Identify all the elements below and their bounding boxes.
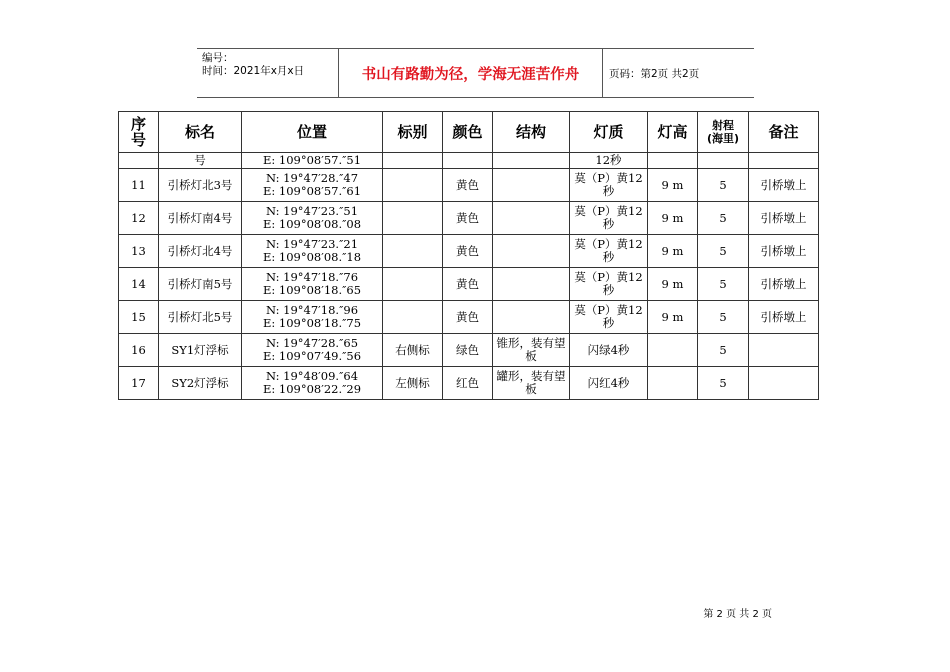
coordinate-n: N: 19°47′18.″76 [265, 270, 359, 284]
row-color: 黄色 [443, 169, 493, 202]
header-info [197, 49, 339, 97]
number-label: 编号： [202, 52, 234, 64]
row-light: 莫（P）黄12秒 [570, 301, 648, 334]
row-no: 11 [119, 169, 159, 202]
coordinate-e: E: 109°08′57.″61 [262, 184, 362, 198]
table-header-row [119, 112, 819, 153]
coordinate-n: N: 19°47′28.″65 [265, 336, 359, 350]
row-light: 闪红4秒 [570, 367, 648, 400]
coordinate-e: E: 109°08′08.″08 [262, 217, 362, 231]
row-name: 引桥灯北3号 [159, 169, 242, 202]
header-light: 灯质 [570, 112, 648, 153]
row-structure: 罐形，装有望板 [493, 367, 570, 400]
row-light: 莫（P）黄12秒 [570, 169, 648, 202]
row-name: 引桥灯南5号 [159, 268, 242, 301]
row-note: 引桥墩上 [749, 202, 819, 235]
row-no: 13 [119, 235, 159, 268]
table-row [119, 301, 819, 334]
row-note: 引桥墩上 [749, 235, 819, 268]
row-type [383, 169, 443, 202]
row-light: 闪绿4秒 [570, 334, 648, 367]
coordinate-e: E: 109°08′18.″65 [262, 283, 362, 297]
coordinate-e: E: 109°08′08.″18 [262, 250, 362, 264]
row-no: 14 [119, 268, 159, 301]
row-type [383, 268, 443, 301]
continuation-row [119, 153, 819, 169]
table-row [119, 367, 819, 400]
cont-name: 号 [159, 153, 242, 169]
row-structure [493, 301, 570, 334]
row-position [242, 367, 383, 400]
row-structure [493, 268, 570, 301]
row-height: 9 m [648, 268, 698, 301]
row-name: SY2灯浮标 [159, 367, 242, 400]
coordinate-e: E: 109°07′49.″56 [262, 349, 362, 363]
row-height [648, 367, 698, 400]
table-row [119, 334, 819, 367]
row-height: 9 m [648, 202, 698, 235]
coordinate-n: N: 19°47′18.″96 [265, 303, 359, 317]
row-note: 引桥墩上 [749, 301, 819, 334]
row-position [242, 169, 383, 202]
header-position: 位置 [242, 112, 383, 153]
motto: 书山有路勤为径，学海无涯苦作舟 [339, 49, 603, 97]
row-color: 黄色 [443, 301, 493, 334]
row-height: 9 m [648, 235, 698, 268]
table-row [119, 268, 819, 301]
header-height: 灯高 [648, 112, 698, 153]
table-row [119, 169, 819, 202]
header-color: 颜色 [443, 112, 493, 153]
row-height: 9 m [648, 301, 698, 334]
row-position [242, 235, 383, 268]
row-range: 5 [698, 235, 749, 268]
row-no: 12 [119, 202, 159, 235]
coordinate-n: N: 19°47′28.″47 [265, 171, 359, 185]
row-type: 右侧标 [383, 334, 443, 367]
row-range: 5 [698, 268, 749, 301]
page-footer: 第 2 页 共 2 页 [703, 609, 772, 620]
row-range: 5 [698, 202, 749, 235]
row-height: 9 m [648, 169, 698, 202]
cont-position: E: 109°08′57.″51 [242, 153, 383, 169]
row-position [242, 202, 383, 235]
header-range: 射程(海里) [698, 112, 749, 153]
header-type: 标别 [383, 112, 443, 153]
coordinate-n: N: 19°47′23.″21 [265, 237, 359, 251]
row-name: SY1灯浮标 [159, 334, 242, 367]
coordinate-n: N: 19°48′09.″64 [265, 369, 359, 383]
coordinate-e: E: 109°08′22.″29 [262, 382, 362, 396]
row-position [242, 301, 383, 334]
row-note: 引桥墩上 [749, 169, 819, 202]
page-header [197, 48, 754, 98]
row-no: 15 [119, 301, 159, 334]
row-color: 黄色 [443, 202, 493, 235]
row-range: 5 [698, 367, 749, 400]
header-structure: 结构 [493, 112, 570, 153]
row-color: 黄色 [443, 235, 493, 268]
row-structure [493, 235, 570, 268]
row-no: 17 [119, 367, 159, 400]
row-name: 引桥灯北4号 [159, 235, 242, 268]
row-color: 红色 [443, 367, 493, 400]
row-light: 莫（P）黄12秒 [570, 268, 648, 301]
coordinate-n: N: 19°47′23.″51 [265, 204, 359, 218]
row-position [242, 334, 383, 367]
header-name: 标名 [159, 112, 242, 153]
row-note [749, 367, 819, 400]
row-light: 莫（P）黄12秒 [570, 235, 648, 268]
date-label: 时间：2021年x月x日 [202, 65, 305, 77]
table-row [119, 202, 819, 235]
coordinate-e: E: 109°08′18.″75 [262, 316, 362, 330]
row-color: 绿色 [443, 334, 493, 367]
row-range: 5 [698, 169, 749, 202]
row-range: 5 [698, 334, 749, 367]
row-note: 引桥墩上 [749, 268, 819, 301]
row-no: 16 [119, 334, 159, 367]
row-position [242, 268, 383, 301]
row-type [383, 202, 443, 235]
table-row [119, 235, 819, 268]
cont-light: 12秒 [570, 153, 648, 169]
row-light: 莫（P）黄12秒 [570, 202, 648, 235]
page-number-label: 页码：第2页 共2页 [609, 67, 700, 80]
row-color: 黄色 [443, 268, 493, 301]
row-range: 5 [698, 301, 749, 334]
row-note [749, 334, 819, 367]
row-structure [493, 202, 570, 235]
row-height [648, 334, 698, 367]
row-type [383, 301, 443, 334]
navigation-aid-table [118, 111, 819, 400]
row-name: 引桥灯南4号 [159, 202, 242, 235]
row-structure [493, 169, 570, 202]
row-name: 引桥灯北5号 [159, 301, 242, 334]
row-type: 左侧标 [383, 367, 443, 400]
header-no: 序号 [119, 112, 159, 153]
row-structure: 锥形，装有望板 [493, 334, 570, 367]
row-type [383, 235, 443, 268]
header-note: 备注 [749, 112, 819, 153]
